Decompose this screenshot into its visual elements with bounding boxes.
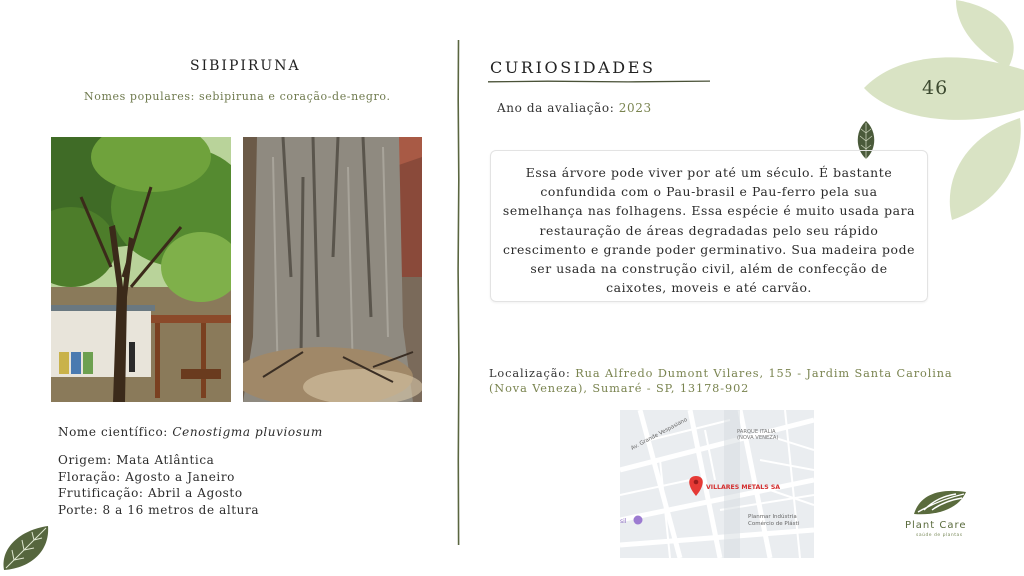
map-edge-label: sil bbox=[620, 518, 627, 525]
evaluation-year-label: Ano da avaliação: bbox=[497, 101, 615, 115]
flowering-text: Floração: Agosto a Janeiro bbox=[58, 469, 235, 484]
curiosities-text: Essa árvore pode viver por até um século. É bastante confundida com o Pau-brasil e Pau-ferro pela sua semelhança nas folhagens. Essa espécie é muito usada para restauração de áreas degradadas pelo seu rápido crescimento e grande poder germinativo. Sua madeira pode ser usada na construção civil, além de confecção de caixotes, moveis e até carvão. bbox=[502, 165, 916, 296]
location-address: Rua Alfredo Dumont Vilares, 155 - Jardim Santa Carolina (Nova Veneza), Sumaré - SP, 13178-902 bbox=[489, 367, 953, 395]
location-label: Localização: bbox=[489, 367, 571, 380]
decorative-leaves bbox=[856, 0, 1024, 230]
map-poi-icon bbox=[634, 516, 643, 525]
species-facts bbox=[58, 452, 259, 518]
fruiting-text: Frutificação: Abril a Agosto bbox=[58, 486, 243, 500]
location-map[interactable] bbox=[620, 410, 814, 558]
popular-names-label: Nomes populares: bbox=[84, 90, 195, 103]
map-district-label-2: (NOVA VENEZA) bbox=[737, 435, 779, 441]
map-street-label: Av. Grande Vespasiano bbox=[630, 416, 689, 452]
title-underline bbox=[488, 80, 710, 83]
scientific-name-value: Cenostigma pluviosum bbox=[172, 425, 323, 439]
species-title: SIBIPIRUNA bbox=[190, 58, 301, 74]
origin-text: Origem: Mata Atlântica bbox=[58, 453, 215, 467]
location bbox=[489, 366, 969, 396]
scientific-name-label: Nome científico: bbox=[58, 425, 168, 439]
corner-leaf-icon bbox=[0, 524, 52, 572]
tree-photo bbox=[51, 137, 231, 402]
trunk-photo bbox=[243, 137, 422, 402]
evaluation-year-value: 2023 bbox=[618, 101, 652, 115]
logo-tagline: saúde de plantas bbox=[916, 533, 963, 538]
vertical-divider bbox=[457, 40, 460, 545]
evaluation-year bbox=[497, 101, 652, 115]
map-business-1: Planmar Indústria bbox=[748, 514, 797, 520]
page-number: 46 bbox=[922, 77, 949, 99]
map-district-label-1: PARQUE ITALIA bbox=[737, 429, 776, 435]
map-business-2: Comércio de Plásti bbox=[748, 521, 800, 527]
map-pin-label: VILLARES METALS SA bbox=[706, 484, 781, 491]
popular-names bbox=[84, 90, 391, 103]
logo-name: Plant Care bbox=[905, 520, 967, 531]
curiosities-title: CURIOSIDADES bbox=[490, 58, 656, 77]
size-text: Porte: 8 a 16 metros de altura bbox=[58, 502, 260, 517]
scientific-name bbox=[58, 425, 323, 439]
plant-care-logo-icon bbox=[912, 488, 970, 518]
popular-names-value: sebipiruna e coração-de-negro. bbox=[199, 90, 391, 103]
